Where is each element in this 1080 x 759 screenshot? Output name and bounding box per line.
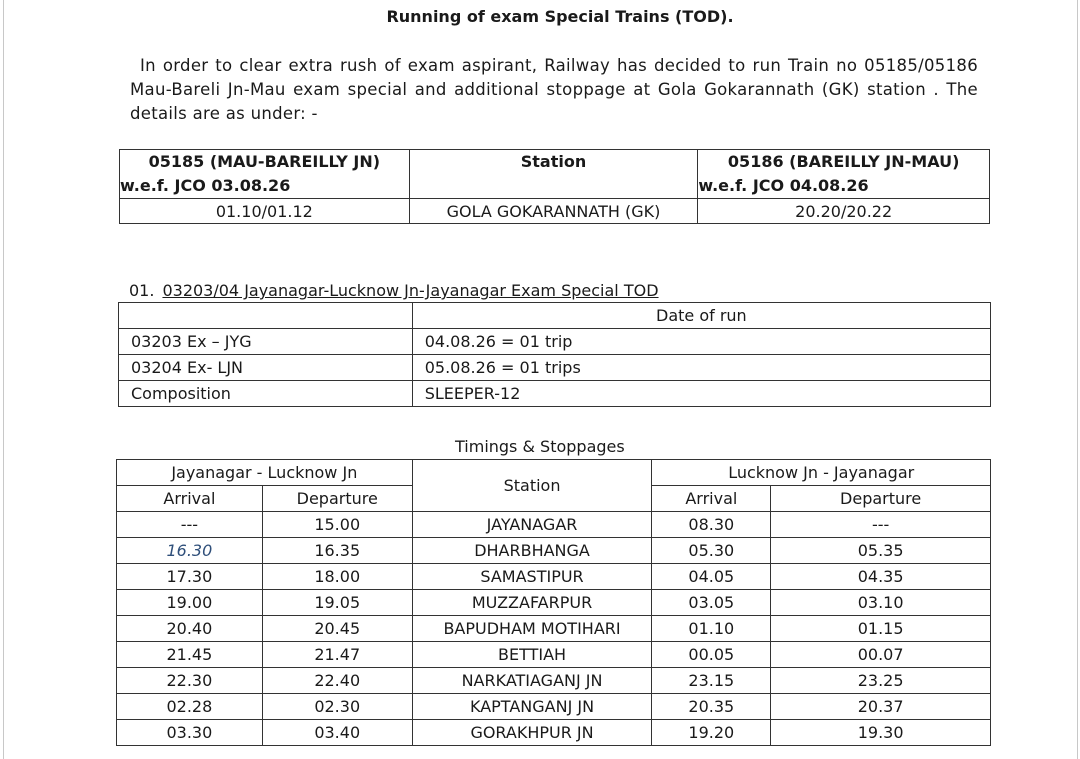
arrival-cell: 04.05	[652, 564, 771, 590]
table-row	[117, 668, 991, 694]
section-title: 03203/04 Jayanagar-Lucknow Jn-Jayanagar Exam Special TOD	[162, 281, 659, 300]
departure-cell: 02.30	[262, 694, 412, 720]
departure-cell: 03.10	[771, 590, 991, 616]
table-row	[117, 590, 991, 616]
arrival-cell: ---	[117, 512, 263, 538]
departure-cell: 16.35	[262, 538, 412, 564]
section-number: 01.	[129, 281, 155, 300]
arrival-cell: 19.00	[117, 590, 263, 616]
train-05186-wef: w.e.f. JCO 04.08.26	[698, 174, 990, 199]
stoppage-table	[119, 149, 990, 224]
arrival-header: Arrival	[117, 486, 263, 512]
departure-cell: 01.15	[771, 616, 991, 642]
arrival-cell: 19.20	[652, 720, 771, 746]
train-05185-timing: 01.10/01.12	[120, 199, 410, 224]
run-label: 03204 Ex- LJN	[119, 355, 413, 381]
table-row	[117, 616, 991, 642]
departure-cell: 19.05	[262, 590, 412, 616]
arrival-cell: 16.30	[117, 538, 263, 564]
page-right-edge	[1077, 0, 1078, 759]
departure-cell: ---	[771, 512, 991, 538]
table-row	[117, 538, 991, 564]
departure-cell: 20.45	[262, 616, 412, 642]
train-05186-timing: 20.20/20.22	[698, 199, 990, 224]
departure-cell: 22.40	[262, 668, 412, 694]
page-title: Running of exam Special Trains (TOD).	[386, 7, 734, 26]
departure-cell: 19.30	[771, 720, 991, 746]
arrival-cell: 05.30	[652, 538, 771, 564]
station-column-header: Station	[412, 460, 652, 512]
departure-header: Departure	[262, 486, 412, 512]
station-cell: DHARBHANGA	[412, 538, 652, 564]
table-row	[117, 720, 991, 746]
station-cell: GORAKHPUR JN	[412, 720, 652, 746]
departure-cell: 23.25	[771, 668, 991, 694]
run-value: 05.08.26 = 01 trips	[412, 355, 990, 381]
station-header: Station	[409, 150, 698, 175]
run-label: Composition	[119, 381, 413, 407]
departure-cell: 00.07	[771, 642, 991, 668]
station-name: GOLA GOKARANNATH (GK)	[409, 199, 698, 224]
table-row	[117, 694, 991, 720]
station-cell: SAMASTIPUR	[412, 564, 652, 590]
lucknow-jayanagar-group: Lucknow Jn - Jayanagar	[652, 460, 991, 486]
page-left-edge	[3, 0, 4, 759]
table-row	[117, 512, 991, 538]
table-row	[117, 564, 991, 590]
arrival-cell: 01.10	[652, 616, 771, 642]
departure-cell: 15.00	[262, 512, 412, 538]
run-value: SLEEPER-12	[412, 381, 990, 407]
run-header-blank	[119, 303, 413, 329]
arrival-cell: 22.30	[117, 668, 263, 694]
arrival-cell: 02.28	[117, 694, 263, 720]
arrival-cell: 23.15	[652, 668, 771, 694]
station-cell: MUZZAFARPUR	[412, 590, 652, 616]
section-heading	[129, 281, 659, 300]
departure-cell: 20.37	[771, 694, 991, 720]
train-05185-wef: w.e.f. JCO 03.08.26	[120, 174, 410, 199]
station-cell: BAPUDHAM MOTIHARI	[412, 616, 652, 642]
departure-cell: 04.35	[771, 564, 991, 590]
station-cell: NARKATIAGANJ JN	[412, 668, 652, 694]
timings-title: Timings & Stoppages	[455, 437, 625, 456]
table-row	[119, 355, 991, 381]
station-cell: JAYANAGAR	[412, 512, 652, 538]
departure-cell: 03.40	[262, 720, 412, 746]
station-cell: KAPTANGANJ JN	[412, 694, 652, 720]
table-row	[117, 642, 991, 668]
departure-cell: 05.35	[771, 538, 991, 564]
arrival-cell: 08.30	[652, 512, 771, 538]
train-05185-header: 05185 (MAU-BAREILLY JN)	[120, 150, 410, 175]
jayanagar-lucknow-group: Jayanagar - Lucknow Jn	[117, 460, 413, 486]
arrival-cell: 17.30	[117, 564, 263, 590]
date-of-run-header: Date of run	[412, 303, 990, 329]
station-cell: BETTIAH	[412, 642, 652, 668]
table-row	[119, 381, 991, 407]
departure-cell: 18.00	[262, 564, 412, 590]
arrival-cell: 21.45	[117, 642, 263, 668]
timings-table	[116, 459, 991, 746]
arrival-header: Arrival	[652, 486, 771, 512]
station-header-spacer	[409, 174, 698, 199]
departure-header: Departure	[771, 486, 991, 512]
arrival-cell: 20.35	[652, 694, 771, 720]
train-05186-header: 05186 (BAREILLY JN-MAU)	[698, 150, 990, 175]
arrival-cell: 03.30	[117, 720, 263, 746]
departure-cell: 21.47	[262, 642, 412, 668]
arrival-cell: 00.05	[652, 642, 771, 668]
table-row	[119, 329, 991, 355]
arrival-cell: 20.40	[117, 616, 263, 642]
run-label: 03203 Ex – JYG	[119, 329, 413, 355]
run-table	[118, 302, 991, 407]
arrival-cell: 03.05	[652, 590, 771, 616]
run-value: 04.08.26 = 01 trip	[412, 329, 990, 355]
intro-paragraph: In order to clear extra rush of exam aspirant, Railway has decided to run Train no 05185/05186 Mau-Bareli Jn-Mau exam special and additional stoppage at Gola Gokarannath (GK) station . The details are as under: -	[130, 56, 978, 123]
